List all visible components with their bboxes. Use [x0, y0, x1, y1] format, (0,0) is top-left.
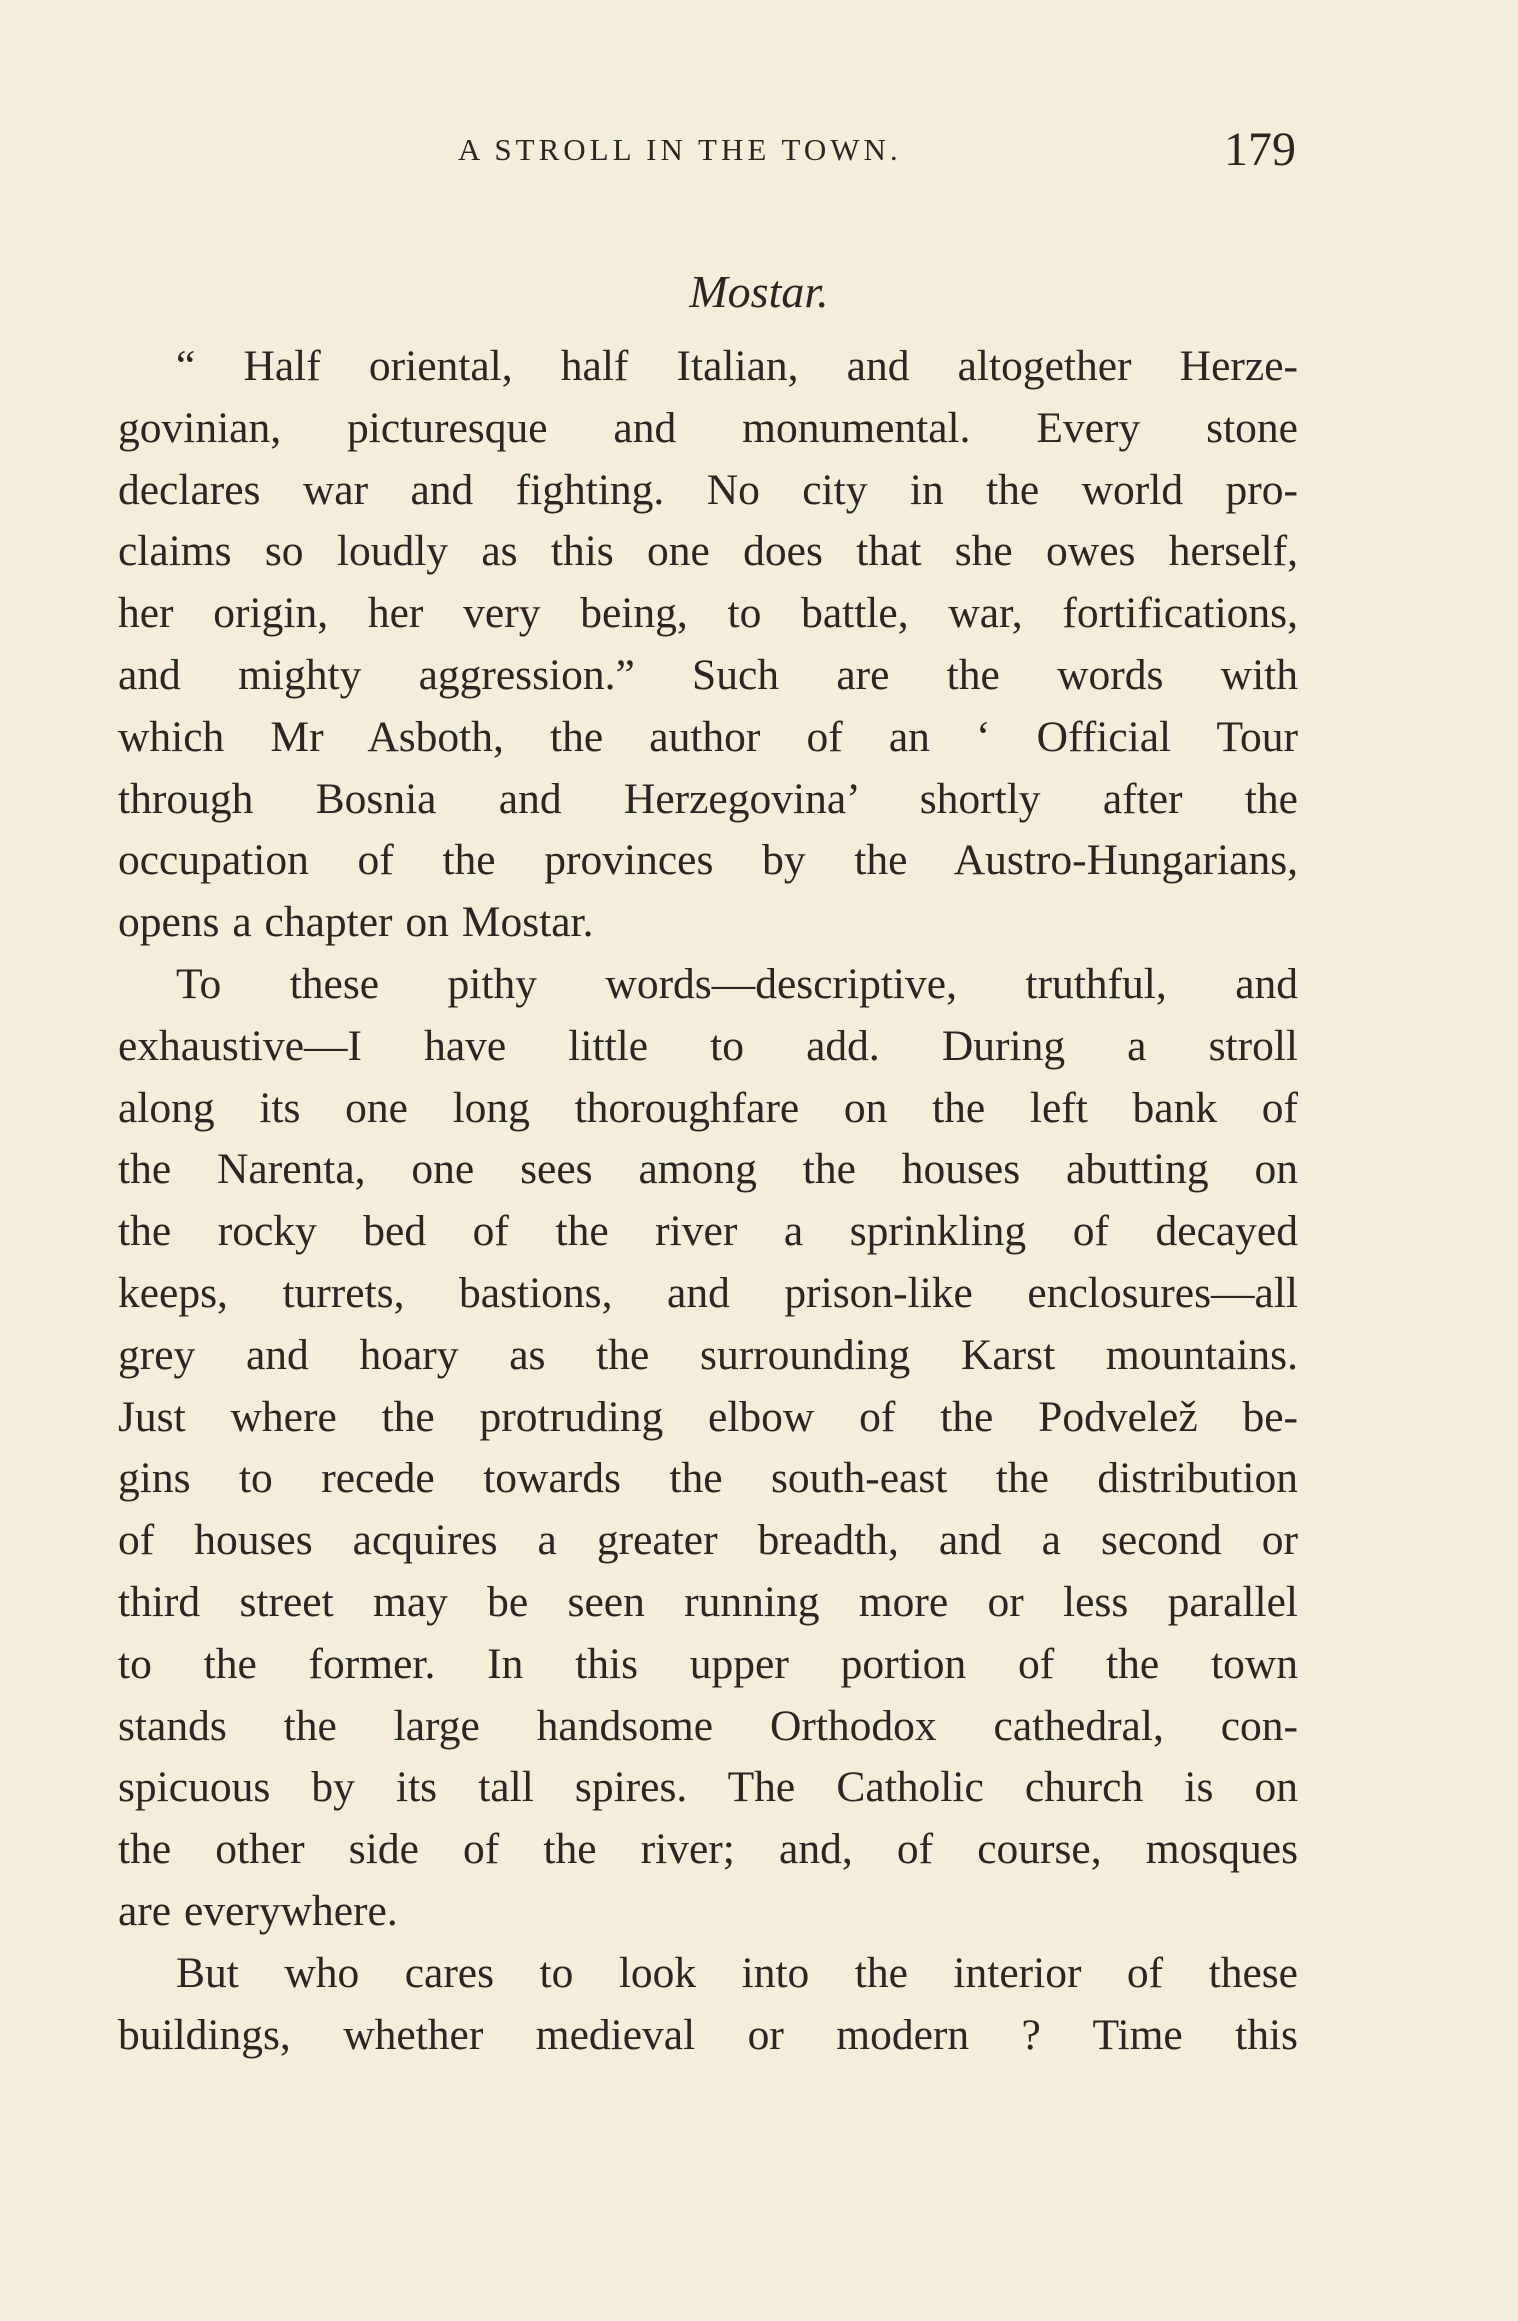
- text-line: and mighty aggression.” Such are the words with: [118, 650, 1298, 699]
- paragraph: [118, 336, 1298, 954]
- body-text: [118, 336, 1298, 2066]
- text-line: to the former. In this upper portion of the town: [118, 1639, 1298, 1688]
- text-line: opens a chapter on Mostar.: [118, 898, 594, 947]
- text-line: govinian, picturesque and monumental. Every stone: [118, 403, 1298, 452]
- text-line: third street may be seen running more or less parallel: [118, 1577, 1298, 1626]
- running-title: A STROLL IN THE TOWN.: [458, 132, 902, 167]
- text-line: grey and hoary as the surrounding Karst mountains.: [118, 1330, 1298, 1379]
- text-line: exhaustive—I have little to add. During a stroll: [118, 1021, 1298, 1070]
- text-line: which Mr Asboth, the author of an ‘ Official Tour: [118, 712, 1298, 761]
- text-line: Just where the protruding elbow of the Podvelež be-: [118, 1392, 1298, 1441]
- text-line: the Narenta, one sees among the houses abutting on: [118, 1145, 1298, 1194]
- text-line: the other side of the river; and, of course, mosques: [118, 1825, 1298, 1874]
- text-line: through Bosnia and Herzegovina’ shortly after the: [118, 774, 1298, 823]
- text-line: gins to recede towards the south-east the distribution: [118, 1454, 1298, 1503]
- text-line: the rocky bed of the river a sprinkling of decayed: [118, 1207, 1298, 1256]
- text-line: “ Half oriental, half Italian, and altogether Herze-: [176, 342, 1298, 390]
- text-line: To these pithy words—descriptive, truthful, and: [176, 959, 1298, 1008]
- paragraph: [118, 1943, 1298, 2067]
- text-line: keeps, turrets, bastions, and prison-like enclosures—all: [118, 1268, 1298, 1317]
- text-line: along its one long thoroughfare on the left bank of: [118, 1083, 1298, 1132]
- text-line: occupation of the provinces by the Austro-Hungarians,: [118, 836, 1298, 885]
- running-head: [118, 122, 1296, 182]
- text-line: of houses acquires a greater breadth, and a second or: [118, 1516, 1298, 1565]
- text-line: buildings, whether medieval or modern ? Time this: [118, 2010, 1298, 2059]
- text-line: declares war and fighting. No city in the world pro-: [118, 465, 1298, 514]
- text-line: But who cares to look into the interior of these: [176, 1948, 1298, 1997]
- text-line: are everywhere.: [118, 1886, 398, 1935]
- text-line: her origin, her very being, to battle, war, fortifications,: [118, 589, 1298, 638]
- text-line: claims so loudly as this one does that she owes herself,: [118, 527, 1298, 576]
- text-line: stands the large handsome Orthodox cathedral, con-: [118, 1701, 1298, 1750]
- page-number: 179: [1224, 123, 1296, 176]
- paragraph: [118, 954, 1298, 1943]
- text-line: spicuous by its tall spires. The Catholic church is on: [118, 1763, 1298, 1812]
- section-heading: Mostar.: [689, 266, 829, 317]
